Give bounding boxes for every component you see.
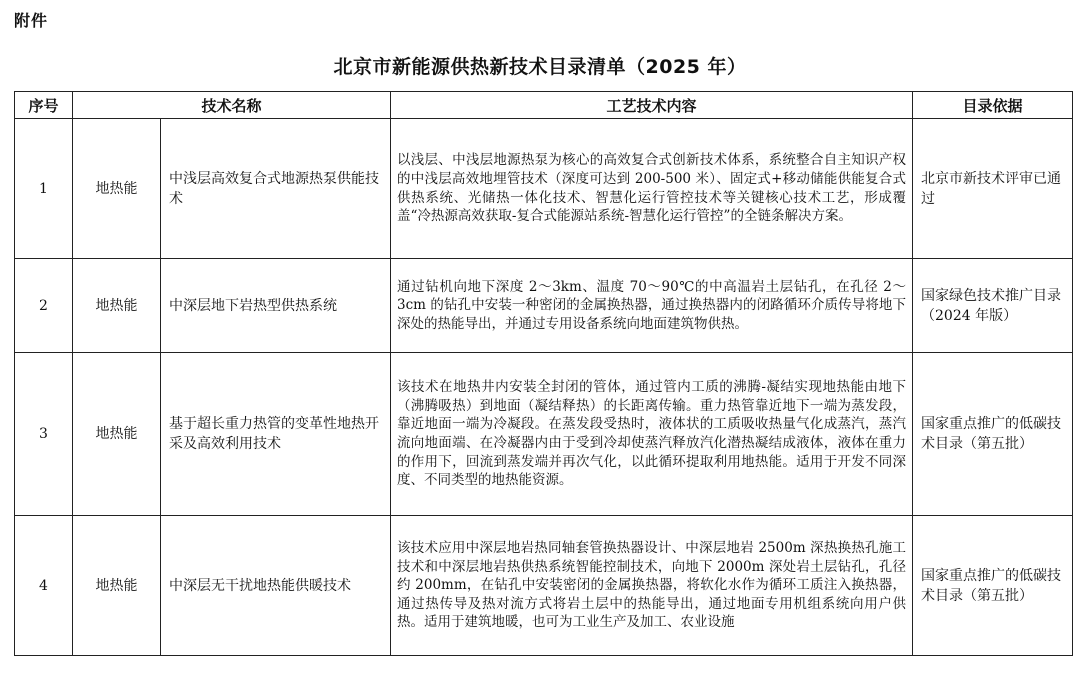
document-title: 北京市新能源供热新技术目录清单（2025 年） [333, 56, 747, 78]
table-row [15, 259, 1073, 353]
row-category: 地热能 [73, 516, 161, 656]
row-number: 4 [15, 516, 73, 656]
row-number: 3 [15, 353, 73, 516]
row-basis: 国家重点推广的低碳技术目录（第五批） [913, 353, 1073, 516]
row-tech-name: 中浅层高效复合式地源热泵供能技术 [161, 119, 391, 259]
header-basis: 目录依据 [913, 92, 1073, 119]
header-no: 序号 [15, 92, 73, 119]
row-basis: 国家绿色技术推广目录（2024 年版） [913, 259, 1073, 353]
row-tech-content: 该技术在地热井内安装全封闭的管体，通过管内工质的沸腾-凝结实现地热能由地下（沸腾吸热）到地面（凝结释热）的长距离传输。重力热管靠近地下一端为蒸发段，靠近地面一端为冷凝段。在蒸发段受热时，液体状的工质吸收热量气化成蒸汽，蒸汽流向地面端、在冷凝器内由于受到冷却使蒸汽释放汽化潜热凝结成液体，液体在重力的作用下，回流到蒸发端并再次气化，以此循环提取利用地热能。适用于开发不同深度、不同类型的地热能资源。 [391, 353, 913, 516]
header-name: 技术名称 [73, 92, 391, 119]
row-tech-content: 该技术应用中深层地岩热同轴套管换热器设计、中深层地岩 2500m 深热换热孔施工技术和中深层地岩热供热系统智能控制技术，向地下 2000m 深处岩土层钻孔，孔径约 200mm，在钻孔中安装密闭的金属换热器，将软化水作为循环工质注入换热器，通过热传导及热对流方式将岩土层中的热能导出，通过地面专用机组系统向用户供热。适用于建筑地暖，也可为工业生产及加工、农业设施 [391, 516, 913, 656]
row-category: 地热能 [73, 353, 161, 516]
row-tech-name: 基于超长重力热管的变革性地热开采及高效利用技术 [161, 353, 391, 516]
row-number: 2 [15, 259, 73, 353]
row-category: 地热能 [73, 119, 161, 259]
row-tech-content: 以浅层、中浅层地源热泵为核心的高效复合式创新技术体系，系统整合自主知识产权的中浅层高效地埋管技术（深度可达到 200-500 米）、固定式+移动储能供能复合式供热系统、光储热一体化技术、智慧化运行管控技术等关键核心技术工艺，形成覆盖“冷热源高效获取-复合式能源站系统-智慧化运行管控”的全链条解决方案。 [391, 119, 913, 259]
row-tech-content: 通过钻机向地下深度 2～3km、温度 70～90℃的中高温岩土层钻孔，在孔径 2～3cm 的钻孔中安装一种密闭的金属换热器，通过换热器内的闭路循环介质传导将地下深处的热能导出，并通过专用设备系统向地面建筑物供热。 [391, 259, 913, 353]
row-tech-name: 中深层无干扰地热能供暖技术 [161, 516, 391, 656]
row-number: 1 [15, 119, 73, 259]
header-content: 工艺技术内容 [391, 92, 913, 119]
row-basis: 北京市新技术评审已通过 [913, 119, 1073, 259]
row-category: 地热能 [73, 259, 161, 353]
table-row [15, 516, 1073, 656]
technology-catalog-table [14, 91, 1073, 656]
attachment-label: 附件 [14, 11, 49, 30]
table-row [15, 119, 1073, 259]
table-header-row [15, 92, 1073, 119]
table-row [15, 353, 1073, 516]
row-basis: 国家重点推广的低碳技术目录（第五批） [913, 516, 1073, 656]
row-tech-name: 中深层地下岩热型供热系统 [161, 259, 391, 353]
